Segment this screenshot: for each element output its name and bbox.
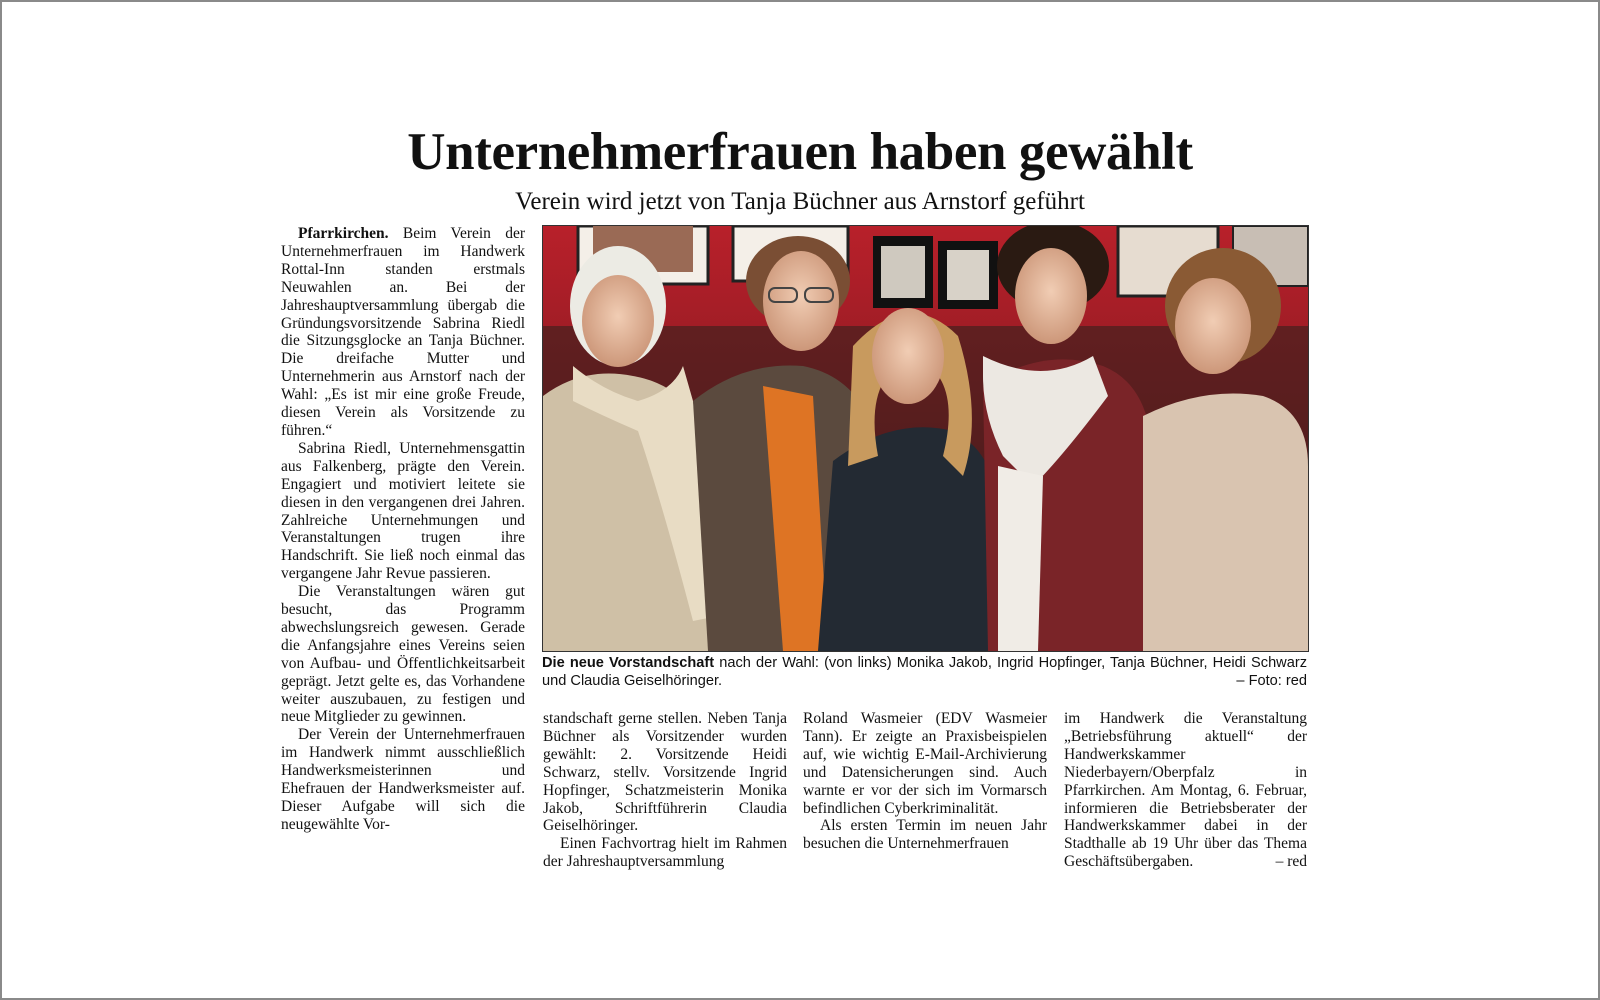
col2-paragraph-1: standschaft gerne stellen. Neben Tanja Büchner als Vorsitzender wurden gewählt: 2. Vorsitzende Heidi Schwarz, stellv. Vorsitzende Ingrid Hopfinger, Schatzmeisterin Monika Jakob, Schriftführerin Claudia Geiselhöringer. <box>543 710 787 835</box>
article-column-3 <box>803 710 1047 853</box>
photo-caption <box>542 654 1307 690</box>
subheadline: Verein wird jetzt von Tanja Büchner aus Arnstorf geführt <box>515 188 1085 215</box>
caption-text: nach der Wahl: (von links) Monika Jakob, Ingrid Hopfinger, Tanja Büchner, Heidi Schwarz und Claudia Geiselhöringer. <box>542 655 1307 689</box>
col1-paragraph-4: Der Verein der Unternehmerfrauen im Handwerk nimmt ausschließlich Handwerksmeisterinnen und Ehefrauen der Handwerksmeister auf. Dieser Aufgabe will sich die neugewählte Vor- <box>281 726 525 833</box>
col3-paragraph-1: Roland Wasmeier (EDV Wasmeier Tann). Er zeigte an Praxisbeispielen auf, wie wichtig E-Mail-Archivierung und Datensicherungen sind. Auch warnte er vor der sich im Vormarsch befindlichen Cyberkriminalität. <box>803 710 1047 817</box>
col4-paragraph-1: im Handwerk die Veranstaltung „Betriebsführung aktuell“ der Handwerkskammer Niederbayern/Oberpfalz in Pfarrkirchen. Am Montag, 6. Februar, informieren die Betriebsberater der Handwerkskammer dabei in der Stadthalle ab 19 Uhr über das Thema Geschäftsübergaben. <box>1064 710 1307 871</box>
group-photo <box>542 225 1309 652</box>
headline: Unternehmerfrauen haben gewählt <box>407 123 1193 181</box>
col1-paragraph-1: Beim Verein der Unternehmerfrauen im Handwerk Rottal-Inn standen erstmals Neuwahlen an. Bei der Jahreshauptversammlung übergab die Gründungsvorsitzende Sabrina Riedl die Sitzungsglocke an Tanja Büchner. Die dreifache Mutter und Unternehmerin aus Arnstorf nach der Wahl: „Es ist mir eine große Freude, diesen Verein als Vorsitzende zu führen.“ <box>281 225 526 439</box>
dateline: Pfarrkirchen. <box>298 225 389 242</box>
article-column-1 <box>281 225 525 834</box>
article-column-2 <box>543 710 787 871</box>
signoff: – red <box>1275 853 1307 871</box>
article-column-4 <box>1064 710 1307 871</box>
col2-paragraph-2: Einen Fachvortrag hielt im Rahmen der Jahreshauptversammlung <box>543 835 787 871</box>
col3-paragraph-2: Als ersten Termin im neuen Jahr besuchen die Unternehmerfrauen <box>803 817 1047 853</box>
col1-paragraph-3: Die Veranstaltungen wären gut besucht, das Programm abwechslungsreich gewesen. Gerade die Anfangsjahre eines Vereins seien von Aufbau- und Öffentlichkeitsarbeit geprägt. Jetzt gelte es, das Vorhandene weiter auszubauen, zu festigen und neue Mitglieder zu gewinnen. <box>281 583 525 726</box>
col1-paragraph-2: Sabrina Riedl, Unternehmensgattin aus Falkenberg, prägte den Verein. Engagiert und motiviert leitete sie diesen in den vergangenen drei Jahren. Zahlreiche Unternehmungen und Veranstaltungen trugen ihre Handschrift. Sie ließ noch einmal das vergangene Jahr Revue passieren. <box>281 439 525 583</box>
photo-credit: – Foto: red <box>1236 673 1307 689</box>
caption-lead: Die neue Vorstandschaft <box>542 655 715 671</box>
